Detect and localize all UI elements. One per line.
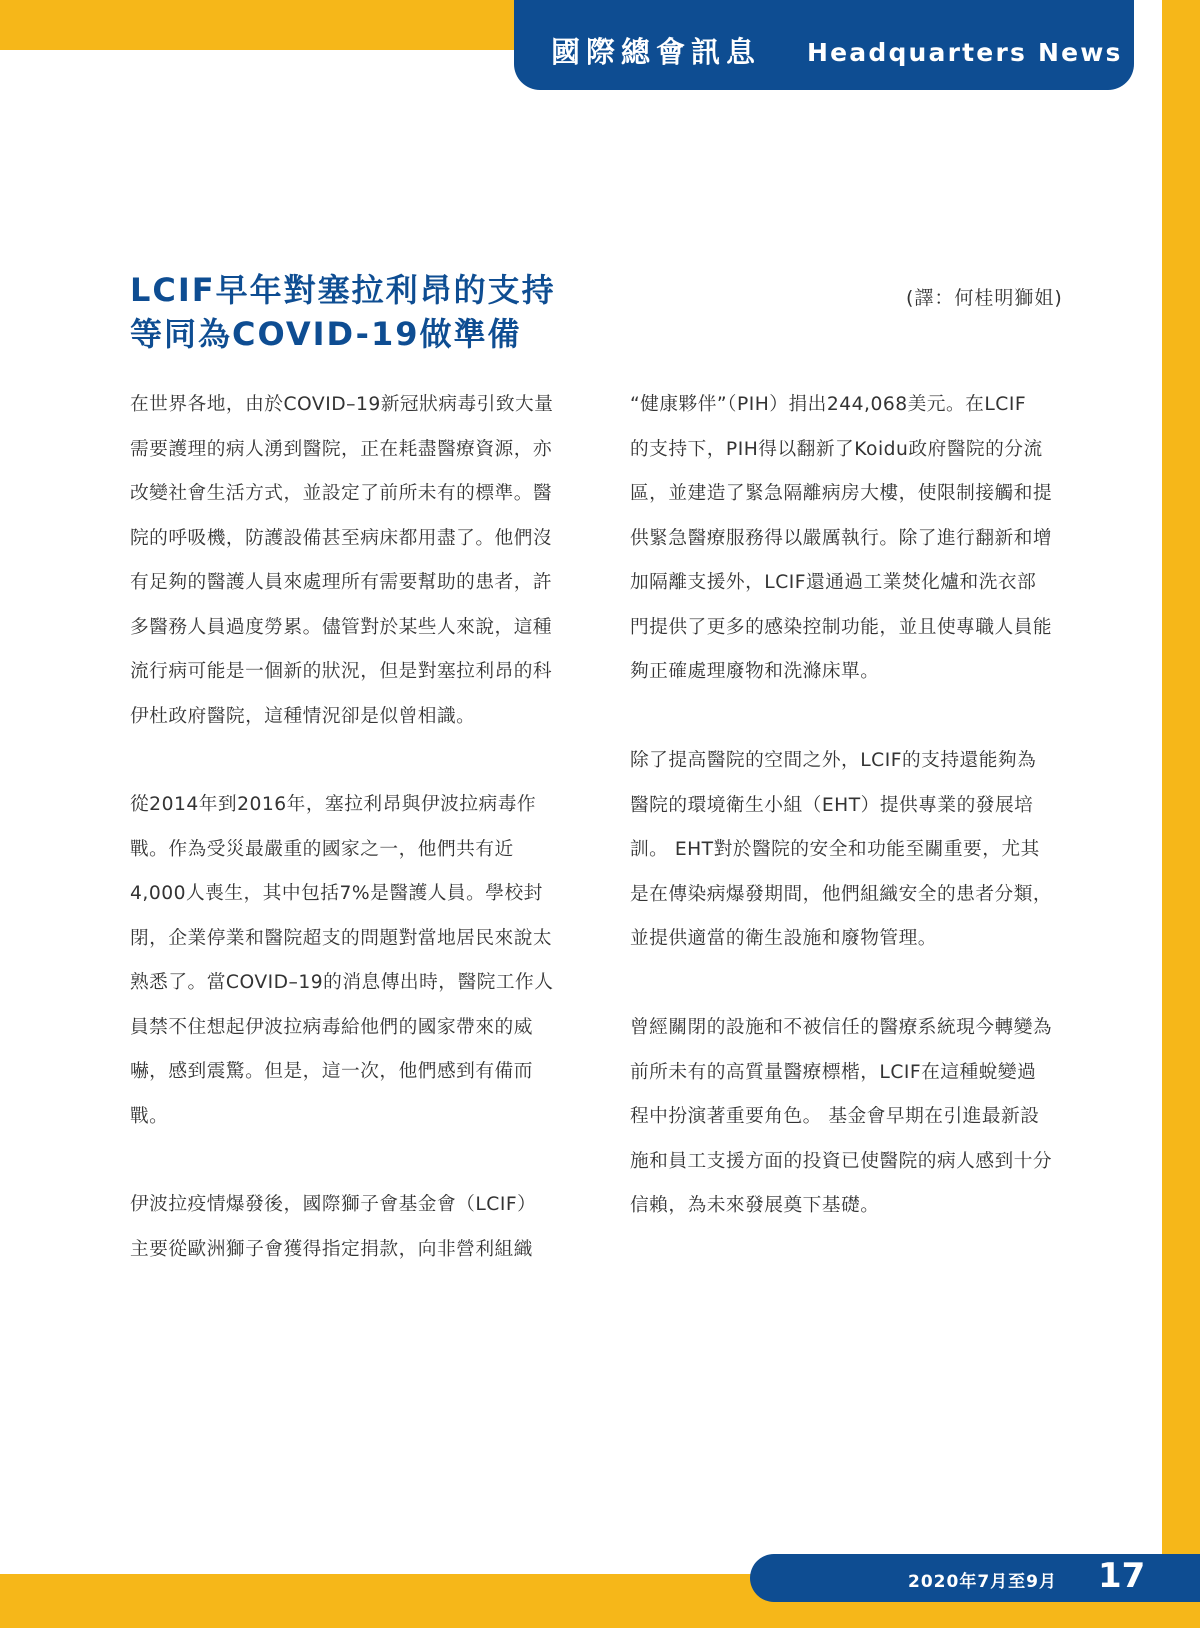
text-line: 信賴，為未來發展奠下基礎。	[630, 1195, 880, 1216]
text-line: 曾經關閉的設施和不被信任的醫療系統現今轉變為	[630, 1017, 1053, 1038]
text-line: 院的呼吸機，防護設備甚至病床都用盡了。他們沒	[130, 527, 553, 549]
text-line: 多醫務人員過度勞累。儘管對於某些人來說，這種	[130, 616, 553, 638]
text-line: 主要從歐洲獅子會獲得指定捐款，向非營利組織	[130, 1238, 533, 1260]
text-line: 員禁不住想起伊波拉病毒給他們的國家帶來的威	[130, 1016, 533, 1038]
page-number: 17	[1098, 1556, 1146, 1596]
text-line: 流行病可能是一個新的狀況，但是對塞拉利昂的科	[130, 661, 553, 682]
text-line: “健康夥伴”（PIH）捐出244,068美元。在LCIF	[630, 394, 1027, 415]
text-line: 除了提高醫院的空間之外，LCIF的支持還能夠為	[630, 750, 1037, 771]
text-line: 戰。作為受災最嚴重的國家之一，他們共有近	[130, 838, 514, 860]
footer-tab	[750, 1554, 1200, 1602]
text-line: 閉，企業停業和醫院超支的問題對當地居民來說太	[130, 927, 553, 949]
issue-date: 2020年7月至9月	[908, 1572, 1057, 1592]
text-line: 夠正確處理廢物和洗滌床單。	[630, 661, 880, 682]
right-paragraph-1	[630, 383, 1052, 695]
left-paragraph-3	[130, 1183, 536, 1272]
section-header	[514, 0, 1134, 90]
text-line: 前所未有的高質量醫療標楷，LCIF在這種蛻變過	[630, 1061, 1037, 1083]
text-line: 在世界各地，由於COVID–19新冠狀病毒引致大量	[130, 394, 554, 415]
text-line: 伊杜政府醫院，這種情況卻是似曾相識。	[130, 705, 476, 727]
translator-credit: (譯：何桂明獅姐)	[906, 287, 1063, 309]
text-line: 供緊急醫療服務得以嚴厲執行。除了進行翻新和增	[630, 527, 1053, 549]
text-line: 熟悉了。當COVID–19的消息傳出時，醫院工作人	[130, 972, 554, 993]
text-line: 門提供了更多的感染控制功能，並且使專職人員能	[630, 616, 1053, 638]
text-line: 加隔離支援外，LCIF還通過工業焚化爐和洗衣部	[630, 572, 1037, 593]
article-title-line: 等同為COVID-19做準備	[130, 315, 522, 353]
text-line: 醫院的環境衛生小組（EHT）提供專業的發展培	[630, 794, 1034, 816]
top-accent-bar	[0, 0, 530, 50]
text-line: 從2014年到2016年，塞拉利昂與伊波拉病毒作	[130, 794, 537, 815]
text-line: 需要護理的病人湧到醫院，正在耗盡醫療資源，亦	[130, 438, 553, 460]
section-title-zh: 國際總會訊息	[551, 35, 762, 69]
text-line: 嚇，感到震驚。但是，這一次，他們感到有備而	[130, 1061, 533, 1082]
article-title	[130, 268, 556, 356]
section-title-en: Headquarters News	[807, 38, 1123, 67]
text-line: 4,000人喪生，其中包括7%是醫護人員。學校封	[130, 883, 543, 904]
text-line: 是在傳染病爆發期間，他們組織安全的患者分類，	[630, 883, 1053, 905]
right-accent-bar	[1162, 0, 1200, 1628]
text-line: 改變社會生活方式，並設定了前所未有的標準。醫	[130, 483, 553, 504]
right-paragraph-2	[630, 739, 1052, 962]
article-title-line: LCIF早年對塞拉利昂的支持	[130, 271, 556, 309]
text-line: 的支持下，PIH得以翻新了Koidu政府醫院的分流	[630, 438, 1043, 460]
text-line: 伊波拉疫情爆發後，國際獅子會基金會（LCIF）	[130, 1194, 537, 1215]
text-line: 並提供適當的衛生設施和廢物管理。	[630, 928, 937, 949]
text-line: 區，並建造了緊急隔離病房大樓，使限制接觸和提	[630, 483, 1053, 504]
text-line: 訓。 EHT對於醫院的安全和功能至關重要，尤其	[630, 839, 1040, 860]
left-paragraph-2	[130, 783, 553, 1139]
left-paragraph-1	[130, 383, 553, 739]
text-line: 戰。	[130, 1105, 169, 1127]
right-paragraph-3	[630, 1006, 1052, 1229]
text-line: 有足夠的醫護人員來處理所有需要幫助的患者，許	[130, 572, 553, 593]
text-line: 施和員工支援方面的投資已使醫院的病人感到十分	[630, 1150, 1053, 1172]
text-line: 程中扮演著重要角色。 基金會早期在引進最新設	[630, 1106, 1040, 1127]
